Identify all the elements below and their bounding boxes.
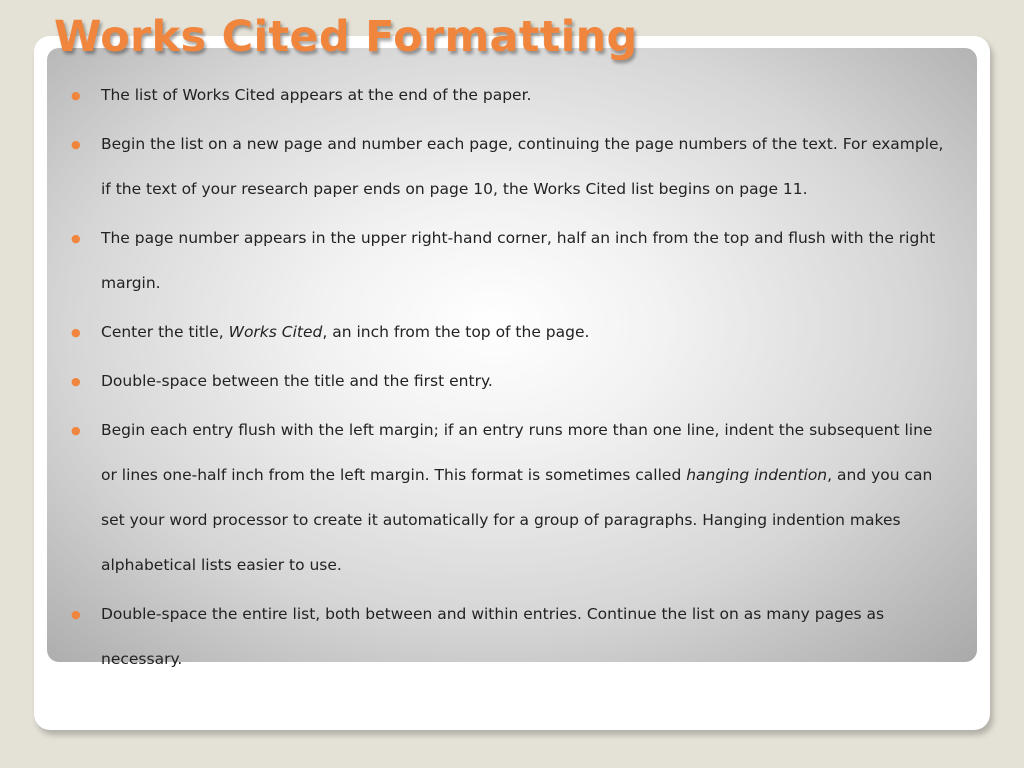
bullet-text-after: , an inch from the top of the page. bbox=[322, 323, 590, 341]
italic-phrase-hanging-indention: hanging indention bbox=[686, 466, 828, 484]
bullet-text: Double-space the entire list, both between and within entries. Continue the list on as many pages as necessary. bbox=[101, 605, 885, 668]
bullet-text-after: , and you can set your word processor to create it automatically for a group of paragraphs. Hanging indention makes alphabetical lists easier to use. bbox=[101, 466, 933, 574]
bullet-text bbox=[101, 421, 932, 574]
bullet-list bbox=[70, 73, 950, 686]
bullet-text: Begin the list on a new page and number each page, continuing the page numbers of the text. For example, if the text of your research paper ends on page 10, the Works Cited list begins on page 11. bbox=[101, 135, 944, 198]
bullet-text: Double-space between the title and the first entry. bbox=[101, 372, 493, 390]
bullet-item-works-cited-location bbox=[70, 73, 950, 118]
bullet-item-new-page bbox=[70, 122, 950, 212]
bullet-dot-icon: ● bbox=[71, 608, 81, 621]
bullet-item-center-title bbox=[70, 310, 950, 355]
bullet-dot-icon: ● bbox=[71, 138, 81, 151]
bullet-item-double-space-title bbox=[70, 359, 950, 404]
bullet-dot-icon: ● bbox=[71, 89, 81, 102]
bullet-text-before: Center the title, bbox=[101, 323, 229, 341]
italic-phrase-works-cited: Works Cited bbox=[228, 323, 323, 341]
bullet-dot-icon: ● bbox=[71, 375, 81, 388]
bullet-text: The list of Works Cited appears at the end of the paper. bbox=[101, 86, 532, 104]
bullet-item-double-space-list bbox=[70, 592, 950, 682]
bullet-dot-icon: ● bbox=[71, 424, 81, 437]
bullet-text: The page number appears in the upper right-hand corner, half an inch from the top and flush with the right margin. bbox=[101, 229, 936, 292]
bullet-item-page-number bbox=[70, 216, 950, 306]
bullet-dot-icon: ● bbox=[71, 232, 81, 245]
bullet-text-before: Begin each entry flush with the left margin; if an entry runs more than one line, indent the subsequent line or lines one-half inch from the left margin. This format is sometimes called bbox=[101, 421, 933, 484]
bullet-dot-icon: ● bbox=[71, 326, 81, 339]
bullet-item-hanging-indention bbox=[70, 408, 950, 588]
bullet-text bbox=[101, 323, 589, 341]
slide-title: Works Cited Formatting bbox=[54, 12, 638, 62]
